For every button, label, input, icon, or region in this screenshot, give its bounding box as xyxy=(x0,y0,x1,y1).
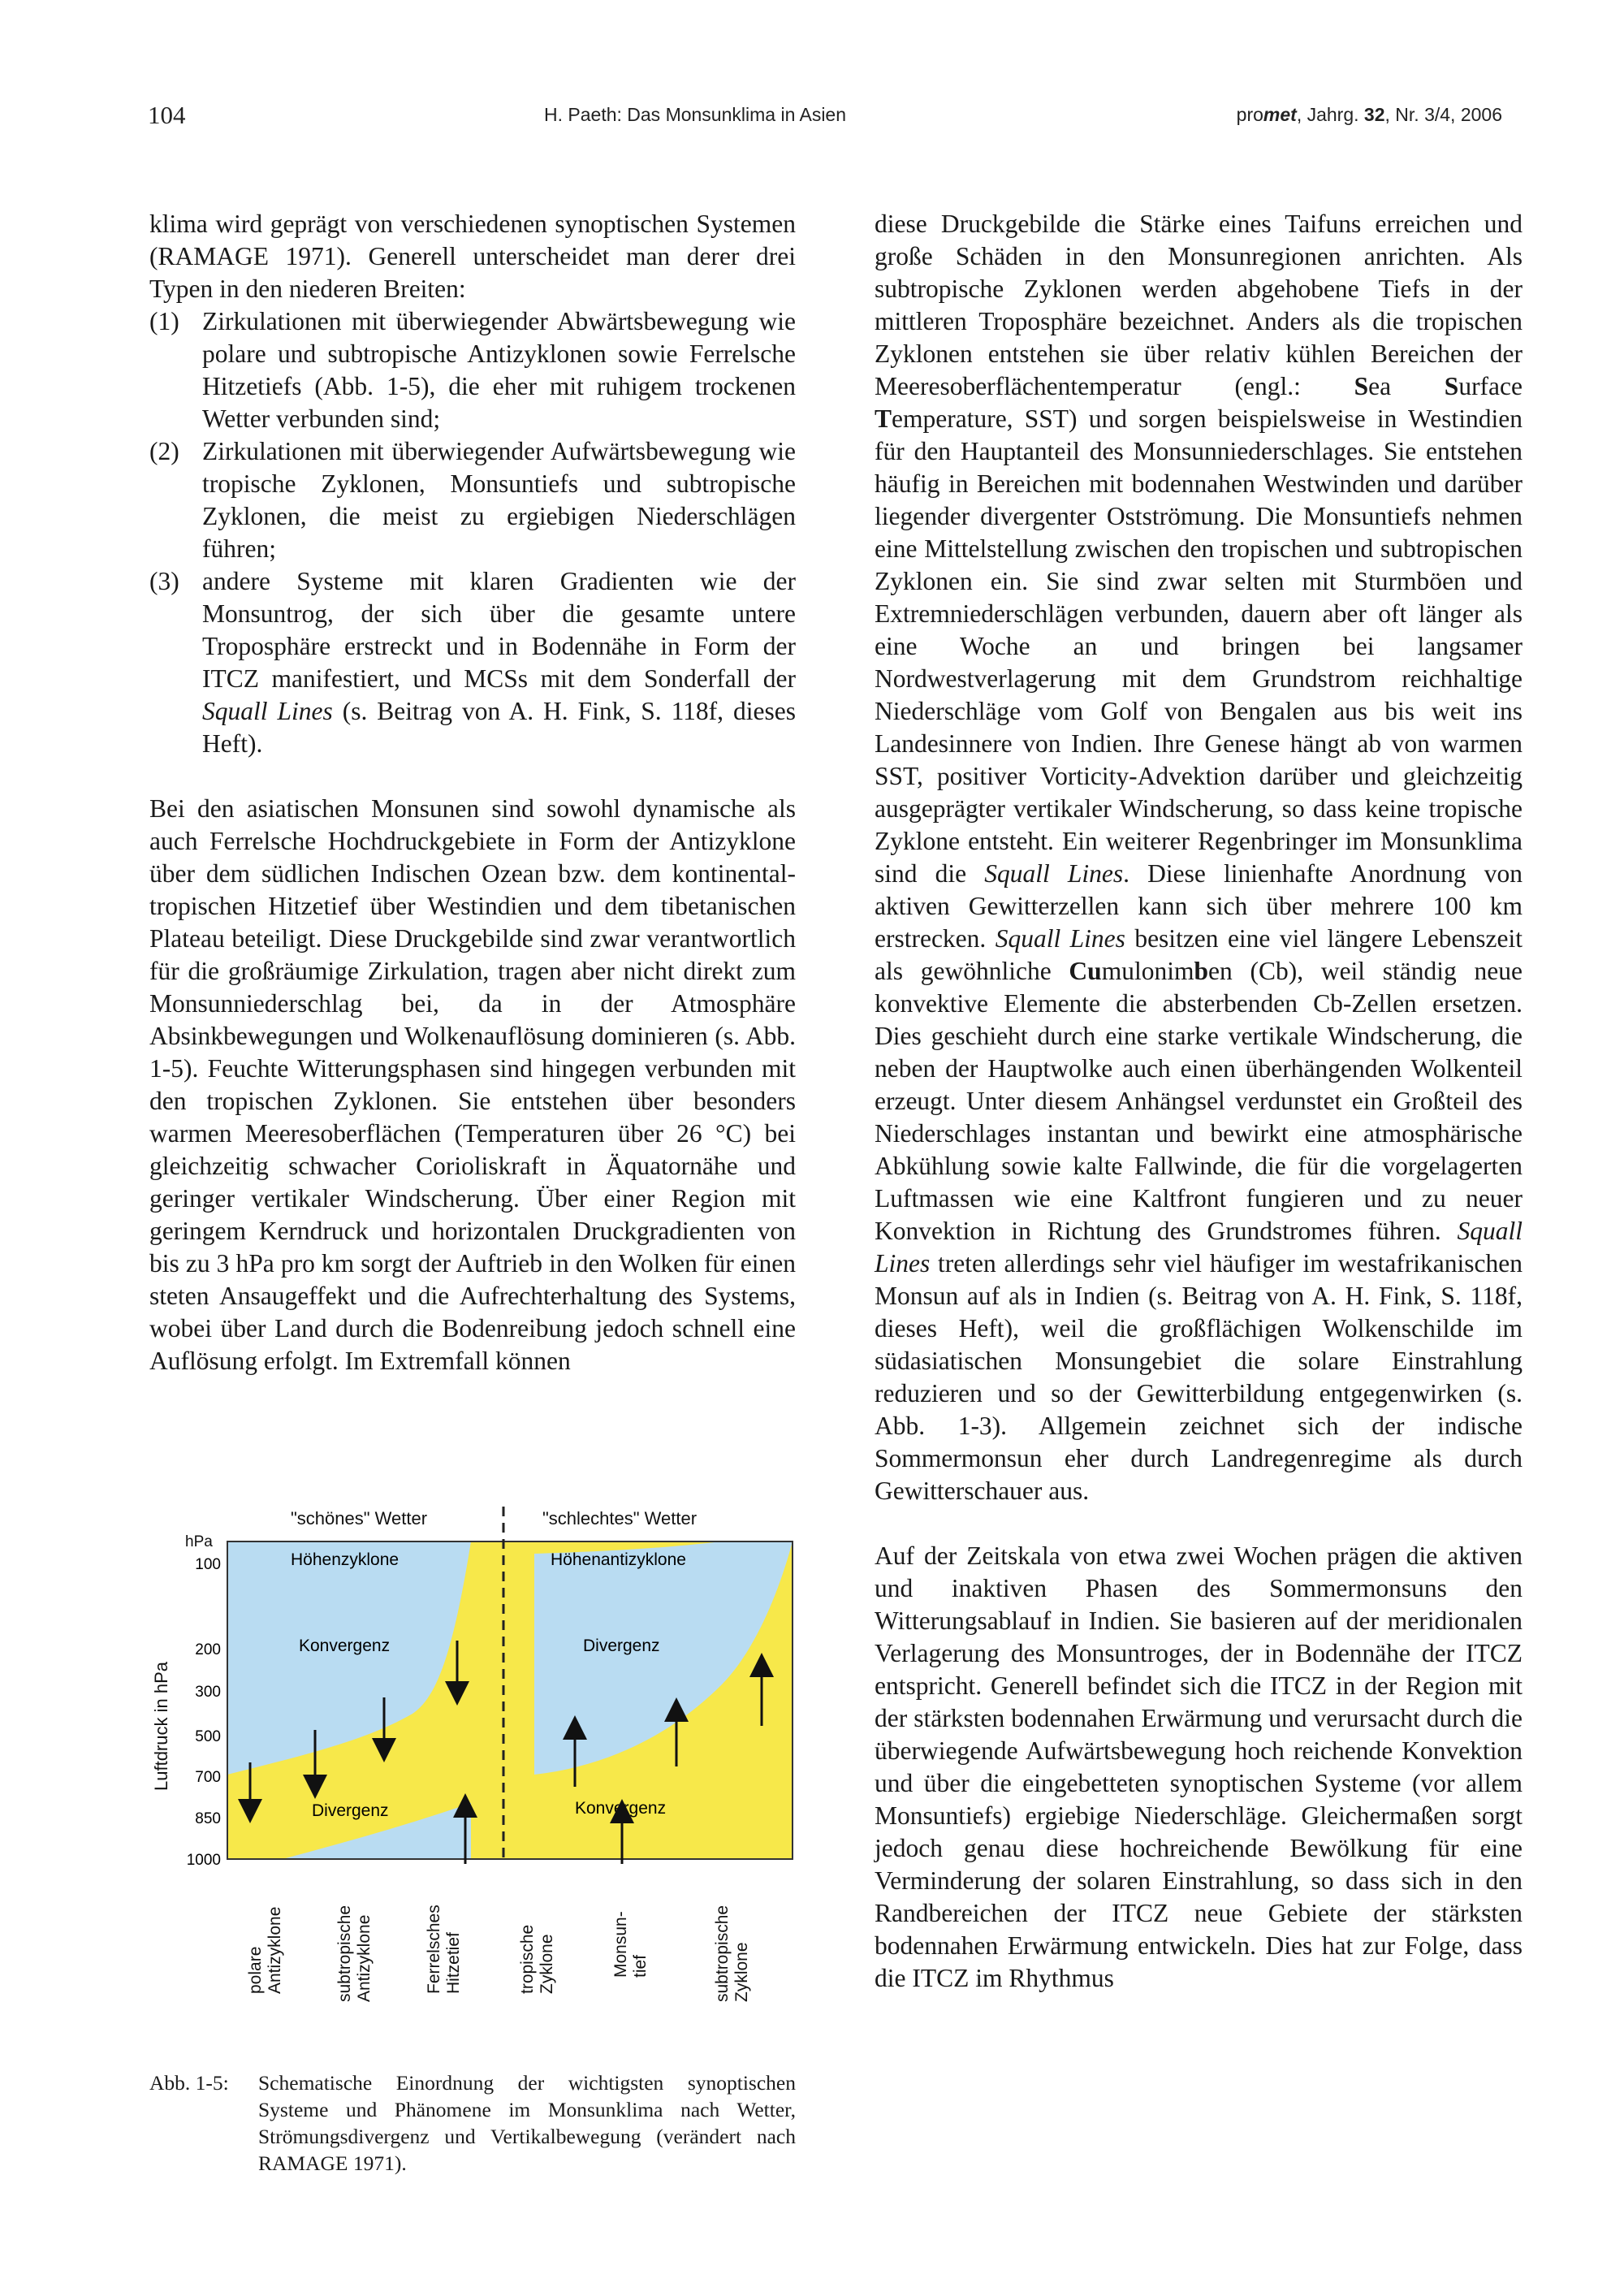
left-column xyxy=(149,208,796,1377)
tick-label-1000: 1000 xyxy=(186,1852,221,1869)
text-run: besitzen eine viel längere Lebenszeit als gewöhnliche xyxy=(875,924,1522,985)
text-run: T xyxy=(875,404,892,433)
tick-label-300: 300 xyxy=(195,1684,221,1701)
bad-weather-label: "schlechtes" Wetter xyxy=(542,1508,698,1529)
system-label-polar-anticyclone: polare xyxy=(246,1946,265,1994)
tick-label-500: 500 xyxy=(195,1728,221,1745)
y-axis-label: Luftdruck in hPa xyxy=(153,1662,171,1791)
konvergenz-top-label: Konvergenz xyxy=(299,1637,391,1655)
list-item xyxy=(149,305,796,435)
body-paragraph: Bei den asiatischen Monsunen sind sowohl dynamische als auch Ferrelsche Hochdruckgebiete in Form der Antizyklone über dem südlichen Indischen Ozean bzw. dem kontinental-tropischen Hitzetief über Westindien und dem tibetanischen Plateau beteiligt. Diese Druckgebilde sind zwar verantwortlich für die großräumige Zirkulation, tragen aber nicht direkt zum Monsunniederschlag bei, da in der Atmosphäre Absinkbewegungen und Wolkenauflösung dominieren (s. Abb. 1-5). Feuchte Witterungsphasen sind hingegen verbunden mit den tropischen Zyklonen. Sie entstehen über besonders warmen Meeresoberflächen (Temperaturen über 26 °C) bei gleichzeitig schwacher Corioliskraft in Äquatornähe und geringer vertikaler Windscherung. Über einer Region mit geringem Kerndruck und horizontalen Druckgradienten von bis zu 3 hPa pro km sorgt der Auftrieb in den Wolken für einen steten Ansaugeffekt und die Aufrechterhaltung des Systems, wobei über Land durch die Bodenreibung jedoch schnell eine Auflösung erfolgt. Im Extremfall können xyxy=(149,794,796,1375)
text-run: emperature, SST) und sorgen beispielsweise in Westindien für den Hauptanteil des Monsunniederschlages. Sie entstehen häufig in Bereichen mit bodennahen Westwinden und darüber liegender divergenter Ostströmung. Die Monsuntiefs nehmen eine Mittelstellung zwischen den tropischen und subtropischen Zyklonen ein. Sie sind zwar selten mit Sturmböen und Extremniederschlägen verbunden, dauern aber oft länger als eine Woche an und bringen bei langsamer Nordwestverlagerung mit dem Grundstrom reichhaltige Niederschläge vom Golf von Bengalen aus bis weit ins Landesinnere von Indien. Ihre Genese hängt ab von warmen SST, positiver Vorticity-Advektion darüber und gleichzeitig ausgeprägter vertikaler Windscherung, so dass keine tropische Zyklone entsteht. Ein weiterer Regenbringer im Monsunklima sind die xyxy=(875,404,1522,888)
right-column xyxy=(875,208,1522,1995)
body-paragraph xyxy=(875,208,1522,1507)
system-label-subtropical-anticyclone-2: Antizyklone xyxy=(355,1914,374,2002)
text-run: . Diese linienhafte Anordnung von aktiven Gewitterzellen kann sich über mehrere 100 km erstrecken. xyxy=(875,859,1522,953)
emphasis: Squall Lines xyxy=(875,1217,1522,1278)
journal-met: met xyxy=(1263,104,1297,125)
text-run: treten allerdings sehr viel häufiger im westafrikanischen Monsun auf als in Indien (s. Beitrag von A. H. Fink, S. 118f, dieses Heft), weil die großflächigen Wolkenschilde im südasiatischen Monsungebiet die solare Einstrahlung reduzieren und so der Gewitterbildung entgegenwirken (s. Abb. 1-3). Allgemein zeichnet sich der indische Sommermonsun eher durch Landregenregime als durch Gewitterschauer aus. xyxy=(875,1249,1522,1505)
text-run: S xyxy=(1444,372,1459,400)
list-text: Zirkulationen mit überwiegender Aufwärtsbewegung wie tropische Zyklonen, Monsuntiefs und subtropische Zyklonen, die meist zu ergiebigen Niederschlägen führen; xyxy=(202,437,796,563)
list-text: andere Systeme mit klaren Gradienten wie der Monsuntrog, der sich über die gesamte untere Troposphäre erstreckt und in Bodennähe in Form der ITCZ manifestiert, und MCSs mit dem Sonderfall der xyxy=(202,567,796,693)
system-label-subtropical-cyclone: subtropische xyxy=(713,1905,732,2002)
text-run: diese Druckgebilde die Stärke eines Taifuns erreichen und große Schäden in den Monsunregionen anrichten. Als subtropische Zyklonen werden abgehobene Tiefs in der mittleren Troposphäre bezeichnet. Anders als die tropischen Zyklonen entstehen sie über relativ kühlen Bereichen der Meeresoberflächentemperatur (engl.: xyxy=(875,210,1522,400)
system-label-monsoon-low-2: tief xyxy=(631,1954,650,1978)
emphasis: Squall Lines xyxy=(995,924,1125,953)
text-run: b xyxy=(1194,957,1208,985)
system-label-subtropical-anticyclone: subtropische xyxy=(335,1905,354,2002)
system-label-polar-anticyclone-2: Antizyklone xyxy=(266,1906,284,1994)
text-run: ea xyxy=(1368,372,1445,400)
journal-rest: , Jahrg. xyxy=(1296,104,1364,125)
caption-text: Schematische Einordnung der wichtigsten synoptischen Systeme und Phänomene im Monsunklima nach Wetter, Strömungsdivergenz und Vertikalbewegung (verändert nach RAMAGE 1971). xyxy=(258,2071,796,2175)
system-label-ferrel-heat-low-2: Hitzetief xyxy=(444,1932,463,1994)
text-run: urface xyxy=(1458,372,1522,400)
text-run: Cu xyxy=(1069,957,1102,985)
unit-label: hPa xyxy=(185,1533,213,1550)
running-title: H. Paeth: Das Monsunklima in Asien xyxy=(544,104,847,125)
journal-volume: 32 xyxy=(1363,104,1385,125)
system-type-list xyxy=(149,305,796,760)
konvergenz-bottom-label: Konvergenz xyxy=(575,1799,667,1818)
list-emphasis: Squall Lines xyxy=(202,697,333,725)
hoehenzyklone-label: Höhenzyklone xyxy=(291,1550,400,1569)
page-number: 104 xyxy=(148,101,186,129)
system-label-ferrel-heat-low: Ferrelsches xyxy=(425,1905,443,1994)
tick-label-100: 100 xyxy=(195,1556,221,1573)
text-run: S xyxy=(1354,372,1369,400)
system-label-monsoon-low: Monsun- xyxy=(611,1911,630,1978)
list-number: (3) xyxy=(149,567,179,595)
journal-issue: , Nr. 3/4, 2006 xyxy=(1384,104,1502,125)
text-run: mulonim xyxy=(1101,957,1194,985)
tick-label-200: 200 xyxy=(195,1641,221,1658)
journal-prefix: pro xyxy=(1236,104,1263,125)
emphasis: Squall Lines xyxy=(984,859,1124,888)
journal-reference xyxy=(1237,104,1502,126)
body-paragraph: Auf der Zeitskala von etwa zwei Wochen prägen die aktiven und inaktiven Phasen des Sommermonsuns den Witterungsablauf in Indien. Sie basieren auf der meridionalen Verlagerung des Monsuntroges, der in Bodennähe der ITCZ entspricht. Generell befindet sich die ITCZ in der Region mit der stärksten bodennahen Erwärmung und verursacht durch die überwiegende Aufwärtsbewegung hoch reichende Konvektion und über die eingebetteten synoptischen Systeme (vor allem Monsuntiefs) ergiebige Niederschläge. Gleichermaßen sorgt jedoch genau diese hochreichende Bewölkung für eine Verminderung der solaren Einstrahlung, so dass sich in den Randbereichen der ITCZ neue Gebiete der stärksten bodennahen Erwärmung entwickeln. Dies hat zur Folge, dass die ITCZ im Rhythmus xyxy=(875,1541,1522,1992)
divergenz-top-label: Divergenz xyxy=(583,1637,660,1655)
figure-caption xyxy=(149,2069,796,2177)
list-item xyxy=(149,435,796,565)
figure-1-5 xyxy=(153,1507,802,2026)
text-run: en (Cb), weil ständig neue konvektive Elemente die absterbenden Cb-Zellen ersetzen. Dies geschieht durch eine starke vertikale Windscherung, die neben der Hauptwolke auch einen überhängenden Wolkenteil erzeugt. Unter diesem Anhängsel verdunstet ein Großteil des Niederschlages instantan und bewirkt eine atmosphärische Abkühlung sowie kalte Fallwinde, die für die vorgelagerten Luftmassen wie eine Kaltfront fungieren und zu neuer Konvektion in Richtung des Grundstromes führen. xyxy=(875,957,1522,1245)
list-number: (2) xyxy=(149,437,179,465)
list-text: (s. Beitrag von A. H. Fink, S. 118f, dieses Heft). xyxy=(202,697,796,758)
tick-label-700: 700 xyxy=(195,1769,221,1786)
caption-label: Abb. 1-5: xyxy=(149,2071,229,2095)
beautiful-weather-label: "schönes" Wetter xyxy=(291,1508,428,1529)
system-label-tropical-cyclone-2: Zyklone xyxy=(538,1934,556,1994)
divergenz-bottom-label: Divergenz xyxy=(312,1801,389,1820)
synoptic-diagram xyxy=(153,1507,802,2026)
hoehenantizyklone-label: Höhenantizyklone xyxy=(551,1550,686,1569)
system-label-subtropical-cyclone-2: Zyklone xyxy=(732,1942,751,2002)
tick-label-850: 850 xyxy=(195,1810,221,1827)
intro-paragraph: klima wird geprägt von verschiedenen synoptischen Systemen (RAMAGE 1971). Generell unterscheidet man derer drei Typen in den niederen Breiten: xyxy=(149,210,796,303)
list-number: (1) xyxy=(149,307,179,335)
list-item xyxy=(149,565,796,760)
system-label-tropical-cyclone: tropische xyxy=(518,1924,537,1994)
list-text: Zirkulationen mit überwiegender Abwärtsbewegung wie polare und subtropische Antizyklonen sowie Ferrelsche Hitzetiefs (Abb. 1-5), die eher mit ruhigem trockenen Wetter verbunden sind; xyxy=(202,307,796,433)
